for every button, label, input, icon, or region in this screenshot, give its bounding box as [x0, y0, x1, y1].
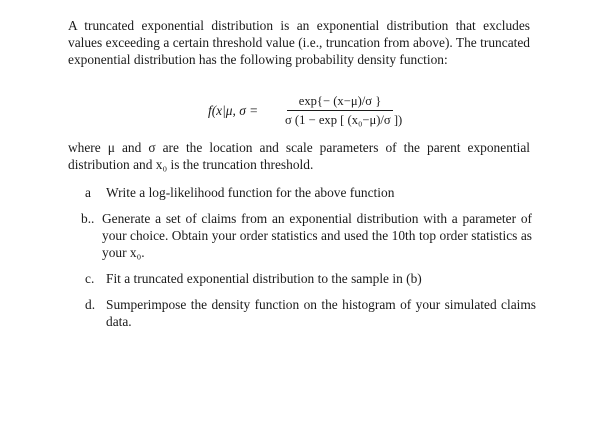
list-item-label: d. — [85, 297, 96, 312]
equation-denominator: σ (1 − exp [ (x₀−μ)/σ ]) — [285, 113, 403, 127]
where-paragraph: where μ and σ are the location and scale parameters of the parent exponential distribution and x₀ is the truncation threshold. — [68, 140, 530, 173]
equation-fraction — [285, 92, 403, 129]
list-item-text: Generate a set of claims from an exponential distribution with a parameter of your choice. Obtain your order statistics and used the 10th top order statistics as your x₀. — [102, 211, 532, 261]
list-item-text: Fit a truncated exponential distribution to the sample in (b) — [106, 271, 422, 286]
equation-lhs: f(x|μ, σ = — [208, 103, 259, 118]
pdf-equation — [208, 92, 408, 134]
list-item-text: Sumperimpose the density function on the histogram of your simulated claims data. — [106, 297, 536, 330]
list-item-text: Write a log-likelihood function for the above function — [106, 185, 395, 200]
equation-numerator: exp{− (x−μ)/σ } — [298, 94, 382, 108]
list-item-label: a — [85, 185, 91, 200]
intro-paragraph: A truncated exponential distribution is an exponential distribution that excludes values exceeding a certain threshold value (i.e., truncation from above). The truncated exponential distribution has the following probability density function: — [68, 18, 530, 68]
list-item-label: c. — [85, 271, 95, 286]
list-item-label: b.. — [81, 211, 95, 226]
